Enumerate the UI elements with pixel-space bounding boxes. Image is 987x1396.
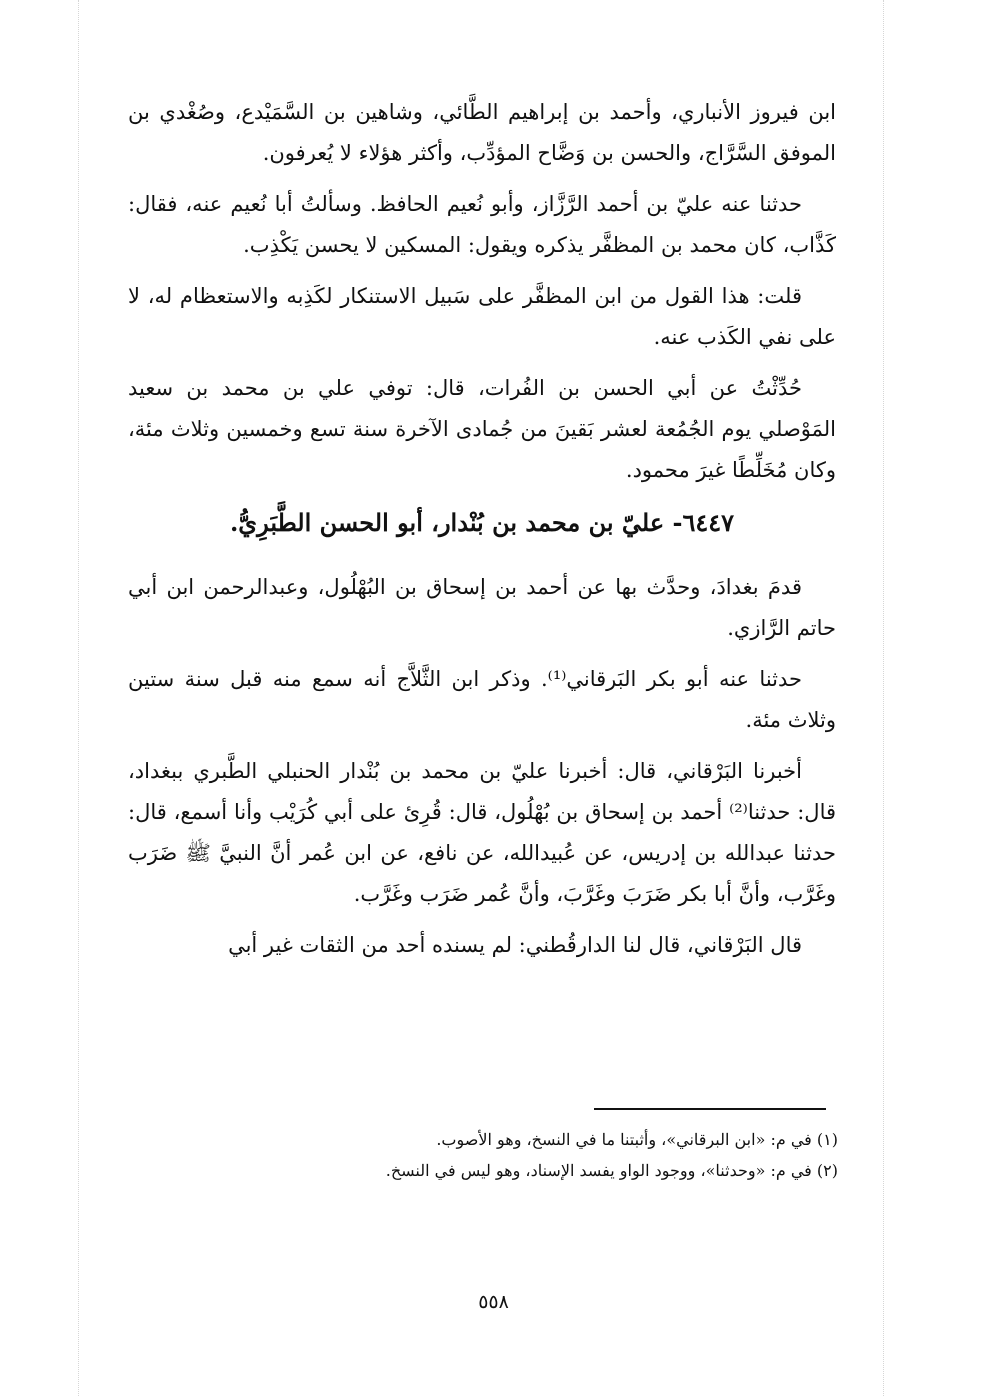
footnotes	[250, 1124, 838, 1186]
paragraph: حُدِّثْتُ عن أبي الحسن بن الفُرات، قال: توفي علي بن محمد بن سعيد المَوْصلي يوم الجُمُعة لعشر بَقينَ من جُمادى الآخرة سنة تسع وخمسين وثلاث مئة، وكان مُخَلِّطًا غيرَ محمود.	[128, 376, 836, 482]
paragraph: قال البَرْقاني، قال لنا الدارقُطني: لم يسنده أحد من الثقات غير أبي	[228, 933, 802, 957]
footnote: (١) في م: «ابن البرقاني»، وأثبتنا ما في النسخ، وهو الأصوب.	[436, 1130, 838, 1149]
entry-heading: ٦٤٤٧- عليّ بن محمد بن بُنْدار، أبو الحسن الطَّبَرِيُّ.	[229, 508, 735, 537]
footnote-divider	[594, 1108, 826, 1110]
main-text	[128, 92, 836, 976]
paragraph: ابن فيروز الأنباري، وأحمد بن إبراهيم الطَّائي، وشاهين بن السَّمَيْدع، وصُغْدي بن الموفق السَّرَّاج، والحسن بن وَضَّاح المؤدِّب، وأكثر هؤلاء لا يُعرفون.	[128, 100, 836, 165]
footnote: (٢) في م: «وحدثنا»، ووجود الواو يفسد الإسناد، وهو ليس في النسخ.	[385, 1161, 838, 1180]
paragraph: قدمَ بغدادَ، وحدَّث بها عن أحمد بن إسحاق بن البُهْلُول، وعبدالرحمن ابن أبي حاتم الرَّازي.	[128, 575, 836, 640]
paragraph: قلت: هذا القول من ابن المظفَّر على سَبيل الاستنكار لكَذِبه والاستعظام له، لا على نفي الكَذب عنه.	[128, 284, 836, 349]
paragraph: حدثنا عنه عليّ بن أحمد الرَّزَّاز، وأبو نُعيم الحافظ. وسألتُ أبا نُعيم عنه، فقال: كَذَّاب، كان محمد بن المظفَّر يذكره ويقول: المسكين لا يحسن يَكْذِب.	[128, 192, 836, 257]
scan-artifact	[78, 0, 79, 1396]
paragraph: حدثنا عنه أبو بكر البَرقاني⁽¹⁾. وذكر ابن الثَّلاَّج أنه سمع منه قبل سنة ستين وثلاث مئة.	[128, 667, 836, 732]
paragraph: أخبرنا البَرْقاني، قال: أخبرنا عليّ بن محمد بن بُنْدار الحنبلي الطَّبري ببغداد، قال: حدثنا⁽²⁾ أحمد بن إسحاق بن بُهْلُول، قال: قُرِئ على أبي كُرَيْب وأنا أسمع، قال: حدثنا عبدالله بن إدريس، عن عُبيدالله، عن نافع، عن ابن عُمر أنَّ النبيَّ ﷺ ضَرَب وغَرَّب، وأنَّ أبا بكر ضَرَبَ وغَرَّبَ، وأنَّ عُمر ضَرَب وغَرَّب.	[128, 759, 837, 906]
page-number: ٥٥٨	[478, 1291, 509, 1313]
scan-artifact	[883, 0, 884, 1396]
